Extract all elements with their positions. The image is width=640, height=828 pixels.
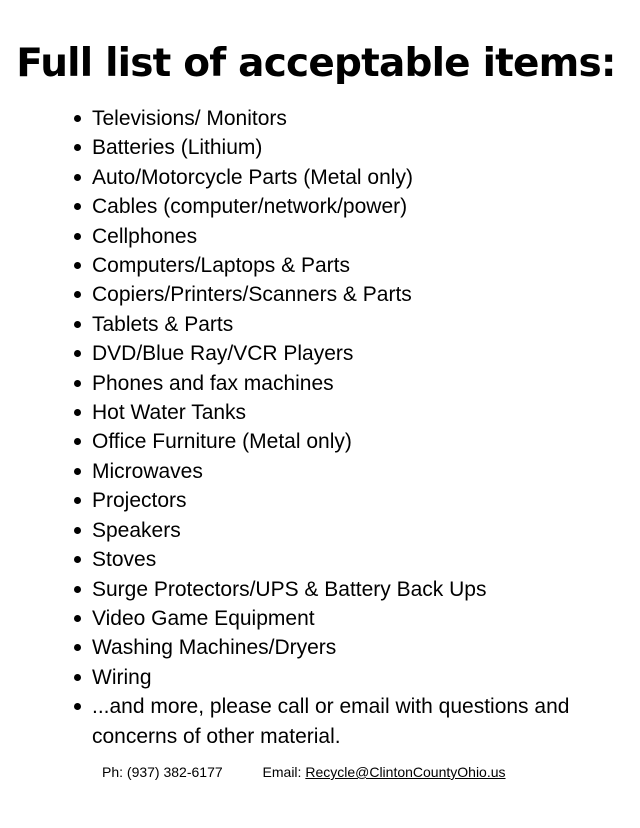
list-item-label: Stoves (92, 548, 157, 572)
bullet-icon (74, 115, 81, 122)
list-item (72, 398, 592, 427)
list-item (72, 604, 592, 633)
list-item-label: Batteries (Lithium) (92, 136, 263, 160)
bullet-icon (74, 468, 81, 475)
bullet-icon (74, 233, 81, 240)
list-item-label: Tablets & Parts (92, 312, 234, 336)
bullet-icon (74, 380, 81, 387)
bullet-icon (74, 262, 81, 269)
list-item (72, 163, 592, 192)
list-item-label: Copiers/Printers/Scanners & Parts (92, 283, 412, 307)
list-item-label: Video Game Equipment (92, 606, 315, 630)
list-item-label: Cables (computer/network/power) (92, 195, 408, 219)
list-item (72, 369, 592, 398)
page-title: Full list of acceptable items: (16, 41, 616, 86)
list-item-label: Washing Machines/Dryers (92, 636, 337, 660)
list-item-label: Surge Protectors/UPS & Battery Back Ups (92, 577, 487, 601)
list-item (72, 251, 592, 280)
list-item (72, 222, 592, 251)
list-item-label: Office Furniture (Metal only) (92, 430, 352, 454)
list-item (72, 457, 592, 486)
bullet-icon (74, 497, 81, 504)
bullet-icon (74, 203, 81, 210)
bullet-icon (74, 674, 81, 681)
list-item (72, 104, 592, 133)
list-item (72, 486, 592, 515)
list-item (72, 575, 592, 604)
bullet-icon (74, 527, 81, 534)
list-item (72, 192, 592, 221)
list-item (72, 516, 592, 545)
list-item (72, 310, 592, 339)
list-item-label: Cellphones (92, 224, 198, 248)
bullet-icon (74, 144, 81, 151)
list-item-label: DVD/Blue Ray/VCR Players (92, 342, 354, 366)
bullet-icon (74, 291, 81, 298)
acceptable-items-list (72, 104, 592, 751)
list-item (72, 339, 592, 368)
list-item-label: Projectors (92, 489, 187, 513)
list-item-label: ...and more, please call or email with questions and concerns of other material. (92, 695, 570, 748)
list-item-label: Auto/Motorcycle Parts (Metal only) (92, 165, 413, 189)
bullet-icon (74, 350, 81, 357)
list-item-label: Hot Water Tanks (92, 401, 247, 425)
phone-number: Ph: (937) 382-6177 (102, 764, 223, 780)
bullet-icon (74, 586, 81, 593)
list-item-label: Televisions/ Monitors (92, 107, 287, 130)
bullet-icon (74, 438, 81, 445)
email-link[interactable]: Recycle@ClintonCountyOhio.us (305, 764, 506, 780)
list-item-label: Wiring (92, 665, 152, 689)
list-item (72, 133, 592, 162)
list-item (72, 692, 592, 751)
bullet-icon (74, 174, 81, 181)
bullet-icon (74, 556, 81, 563)
list-item-label: Microwaves (92, 459, 203, 483)
list-item (72, 280, 592, 309)
list-item (72, 545, 592, 574)
bullet-icon (74, 615, 81, 622)
list-item-label: Phones and fax machines (92, 371, 334, 395)
list-item (72, 633, 592, 662)
list-item-label: Speakers (92, 518, 181, 542)
bullet-icon (74, 644, 81, 651)
list-item (72, 427, 592, 456)
contact-footer (102, 762, 506, 782)
bullet-icon (74, 703, 81, 710)
email-label: Email: (262, 764, 302, 780)
bullet-icon (74, 409, 81, 416)
list-item-label: Computers/Laptops & Parts (92, 254, 350, 278)
bullet-icon (74, 321, 81, 328)
list-item (72, 663, 592, 692)
